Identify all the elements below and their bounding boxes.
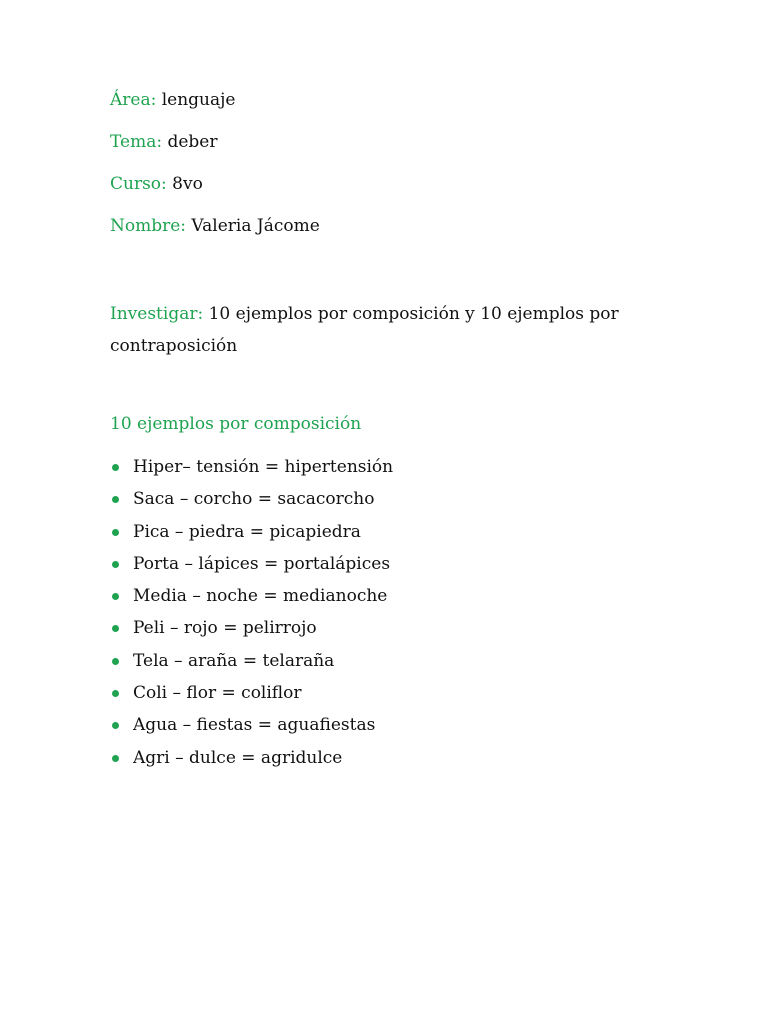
area-line — [110, 90, 235, 110]
curso-line — [110, 174, 203, 194]
bullet-icon — [112, 690, 119, 697]
list-item — [110, 713, 393, 745]
list-item — [110, 616, 393, 648]
area-label: Área: — [110, 90, 157, 110]
list-item — [110, 455, 393, 487]
nombre-label: Nombre: — [110, 216, 187, 236]
list-item-text: Peli – rojo = pelirrojo — [133, 618, 317, 639]
list-item — [110, 584, 393, 616]
tema-line — [110, 132, 217, 152]
investigar-text: 10 ejemplos por composición y 10 ejemplos por contraposición — [110, 304, 619, 356]
investigar-label: Investigar: — [110, 304, 204, 324]
list-item — [110, 552, 393, 584]
bullet-icon — [112, 593, 119, 600]
list-item — [110, 649, 393, 681]
bullet-icon — [112, 658, 119, 665]
bullet-icon — [112, 722, 119, 729]
bullet-icon — [112, 561, 119, 568]
list-item — [110, 487, 393, 519]
list-item-text: Pica – piedra = picapiedra — [133, 521, 361, 542]
list-item — [110, 746, 393, 778]
area-value: lenguaje — [156, 90, 236, 110]
examples-list — [110, 455, 393, 778]
bullet-icon — [112, 755, 119, 762]
tema-label: Tema: — [110, 132, 163, 152]
list-item-text: Saca – corcho = sacacorcho — [133, 489, 375, 510]
list-item-text: Agua – fiestas = aguafiestas — [133, 715, 376, 736]
curso-value: 8vo — [166, 174, 203, 194]
list-item-text: Porta – lápices = portalápices — [133, 553, 391, 574]
list-item — [110, 520, 393, 552]
bullet-icon — [112, 496, 119, 503]
tema-value: deber — [162, 132, 218, 152]
nombre-line — [110, 216, 320, 236]
list-item-text: Coli – flor = coliflor — [133, 683, 302, 704]
bullet-icon — [112, 625, 119, 632]
list-item-text: Media – noche = medianoche — [133, 586, 388, 607]
curso-label: Curso: — [110, 174, 167, 194]
bullet-icon — [112, 464, 119, 471]
list-item — [110, 681, 393, 713]
list-item-text: Agri – dulce = agridulce — [133, 747, 343, 768]
investigar-paragraph — [110, 298, 630, 362]
list-item-text: Hiper– tensión = hipertensión — [133, 457, 394, 477]
section-title: 10 ejemplos por composición — [110, 414, 362, 434]
list-item-text: Tela – araña = telaraña — [133, 650, 335, 671]
nombre-value: Valeria Jácome — [186, 216, 320, 236]
bullet-icon — [112, 529, 119, 536]
